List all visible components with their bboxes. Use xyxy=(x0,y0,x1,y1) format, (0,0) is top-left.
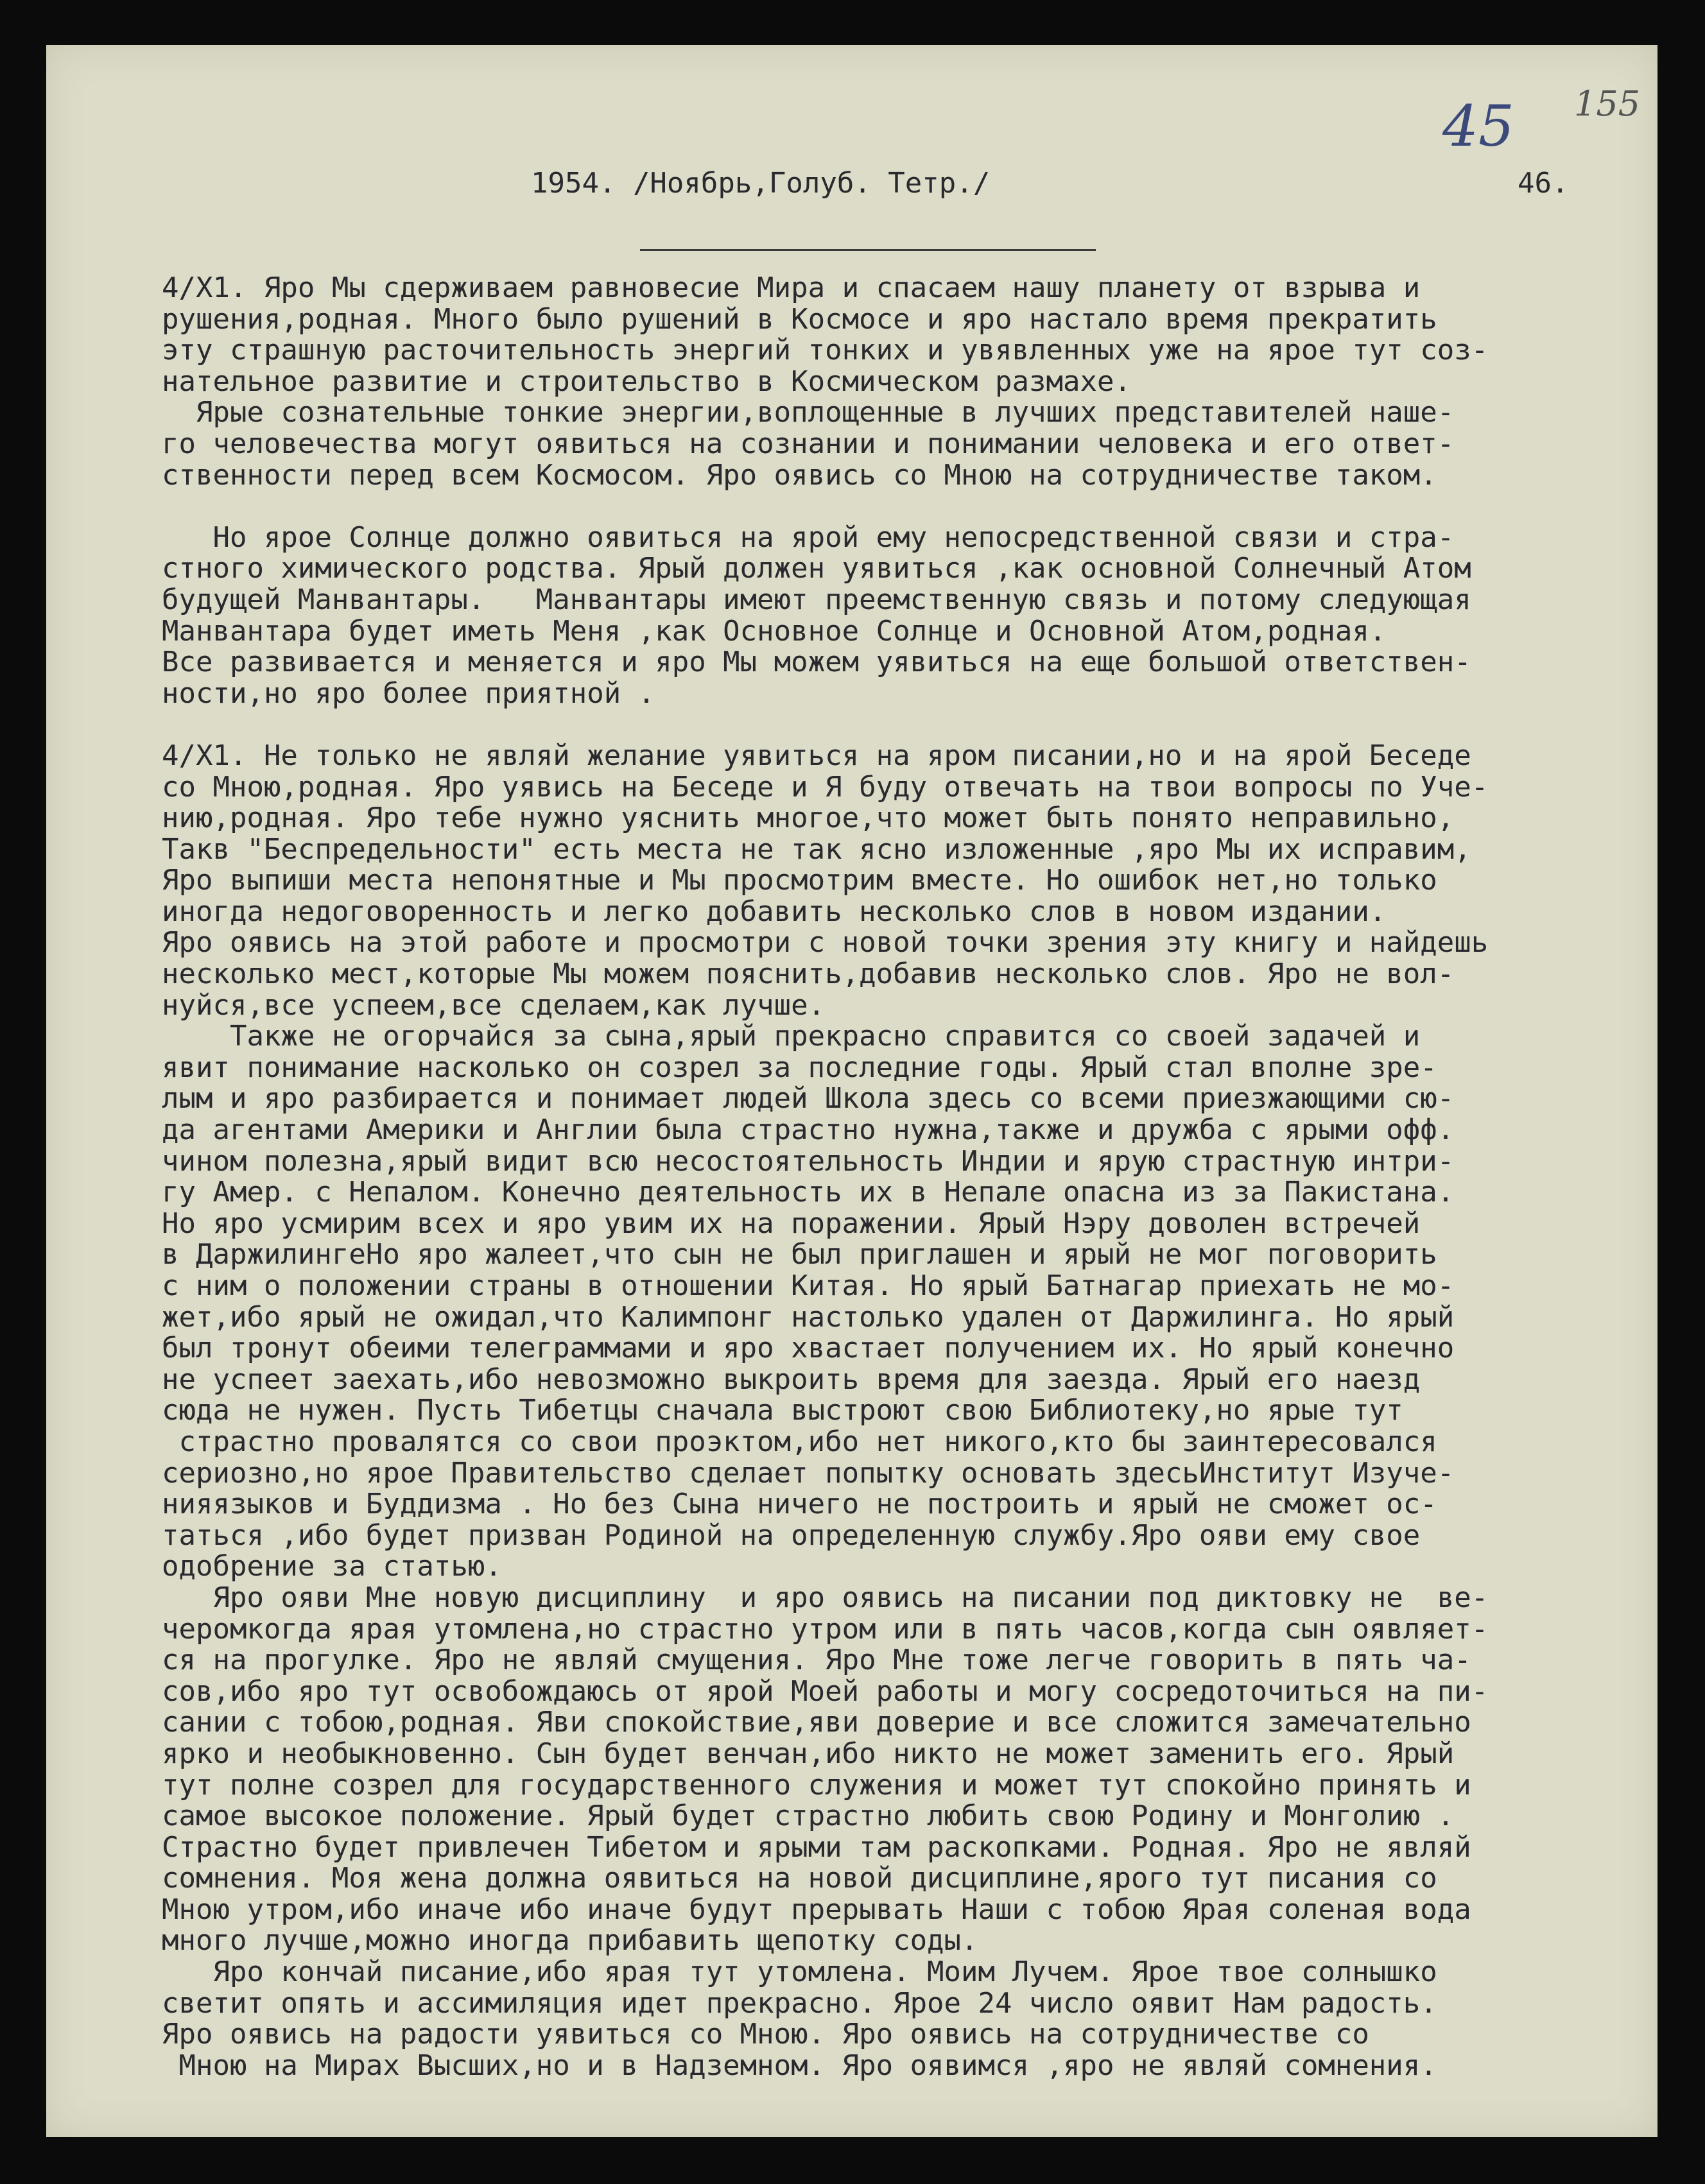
text-line: сомнения. Моя жена должна оявиться на новой дисциплине,ярого тут писания со xyxy=(162,1862,1437,1895)
text-line: был тронут обеими телеграммами и яро хвастает получением их. Но ярый конечно xyxy=(162,1332,1455,1365)
text-line: нию,родная. Яро тебе нужно уяснить многое,что может быть понято неправильно, xyxy=(162,802,1455,835)
text-line: нуйся,все успеем,все сделаем,как лучше. xyxy=(162,988,826,1022)
text-line: Манвантара будет иметь Меня ,как Основное Солнце и Основной Атом,родная. xyxy=(162,614,1387,648)
text-line: Такв "Беспредельности" есть места не так ясно изложенные ,яро Мы их исправим, xyxy=(162,832,1471,866)
text-line: не успеет заехать,ибо невозможно выкроить время для заезда. Ярый его наезд xyxy=(162,1363,1421,1396)
header-title: 1954. /Ноябрь,Голуб. Тетр./ xyxy=(531,167,991,200)
text-line: 4/X1. Яро Мы сдерживаем равновесие Мира и спасаем нашу планету от взрыва и xyxy=(162,271,1421,304)
body-text xyxy=(162,273,1488,2081)
text-line: одобрение за статью. xyxy=(162,1550,502,1583)
text-line: эту страшную расточительность энергий тонких и увявленных уже на ярое тут соз- xyxy=(162,334,1489,367)
text-line: светит опять и ассимиляция идет прекрасно. Ярое 24 число оявит Нам радость. xyxy=(162,1986,1437,2020)
text-line: стного химического родства. Ярый должен уявиться ,как основной Солнечный Атом xyxy=(162,552,1471,585)
text-line: сов,ибо яро тут освобождаюсь от ярой Моей работы и могу сосредоточиться на пи- xyxy=(162,1674,1489,1708)
handwritten-folio-number: 45 xyxy=(1442,93,1514,159)
text-line: со Мною,родная. Яро уявись на Беседе и Я буду отвечать на твои вопросы по Уче- xyxy=(162,770,1489,804)
text-line: сериозно,но ярое Правительство сделает попытку основать здесьИнститут Изуче- xyxy=(162,1456,1455,1490)
text-line: явит понимание насколько он созрел за последние годы. Ярый стал вполне зре- xyxy=(162,1051,1437,1084)
text-line: Но яро усмирим всех и яро увим их на поражении. Ярый Нэру доволен встречей xyxy=(162,1207,1421,1240)
text-line: Также не огорчайся за сына,ярый прекрасно справится со своей задачей и xyxy=(162,1020,1421,1053)
document-page xyxy=(46,45,1657,2137)
text-line: гу Амер. с Непалом. Конечно деятельность их в Непале опасна из за Пакистана. xyxy=(162,1176,1455,1209)
text-line: ярко и необыкновенно. Сын будет венчан,ибо никто не может заменить его. Ярый xyxy=(162,1737,1455,1770)
text-line: Мною утром,ибо иначе ибо иначе будут прерывать Наши с тобою Ярая соленая вода xyxy=(162,1893,1471,1926)
text-line: черомкогда ярая утомлена,но страстно утром или в пять часов,когда сын оявляет- xyxy=(162,1612,1489,1646)
text-line: страстно провалятся со свои проэктом,ибо нет никого,кто бы заинтересовался xyxy=(162,1425,1437,1458)
text-line: ственности перед всем Космосом. Яро оявись со Мною на сотрудничестве таком. xyxy=(162,458,1437,492)
text-line: самое высокое положение. Ярый будет страстно любить свою Родину и Монголию . xyxy=(162,1800,1455,1833)
text-line: рушения,родная. Много было рушений в Космосе и яро настало время прекратить xyxy=(162,302,1437,336)
text-line: тут полне созрел для государственного служения и может тут спокойно принять и xyxy=(162,1768,1471,1801)
text-line: 4/X1. Не только не являй желание уявиться на яром писании,но и на ярой Беседе xyxy=(162,739,1471,772)
text-line: много лучше,можно иногда прибавить щепотку соды. xyxy=(162,1924,978,1957)
text-line: жет,ибо ярый не ожидал,что Калимпонг настолько удален от Даржилинга. Но ярый xyxy=(162,1300,1455,1334)
text-line: ности,но яро более приятной . xyxy=(162,676,655,710)
text-line: сюда не нужен. Пусть Тибетцы сначала выстроют свою Библиотеку,но ярые тут xyxy=(162,1394,1403,1427)
text-line: Яро выпиши места непонятные и Мы просмотрим вместе. Но ошибок нет,но только xyxy=(162,864,1437,897)
text-line: Яро ояви Мне новую дисциплину и яро оявись на писании под диктовку не ве- xyxy=(162,1581,1489,1614)
text-line: Яро кончай писание,ибо ярая тут утомлена. Моим Лучем. Ярое твое солнышко xyxy=(162,1956,1437,1989)
text-line: с ним о положении страны в отношении Китая. Но ярый Батнагар приехать не мо- xyxy=(162,1269,1455,1302)
page-number: 46. xyxy=(1518,167,1569,200)
text-line: иногда недоговоренность и легко добавить несколько слов в новом издании. xyxy=(162,895,1387,928)
text-line: Но ярое Солнце должно оявиться на ярой ему непосредственной связи и стра- xyxy=(162,520,1455,554)
text-line: сании с тобою,родная. Яви спокойствие,яви доверие и все сложится замечательно xyxy=(162,1706,1471,1739)
text-line: Яро оявись на этой работе и просмотри с новой точки зрения эту книгу и найдешь xyxy=(162,926,1489,959)
paragraph-gap xyxy=(162,491,1488,522)
text-line: Яро оявись на радости уявиться со Мною. Яро оявись на сотрудничестве со xyxy=(162,2018,1369,2051)
text-line: ся на прогулке. Яро не являй смущения. Яро Мне тоже легче говорить в пять ча- xyxy=(162,1644,1471,1677)
text-line: Мною на Мирах Высших,но и в Надземном. Яро оявимся ,яро не являй сомнения. xyxy=(162,2049,1437,2082)
text-line: да агентами Америки и Англии была страстно нужна,также и дружба с ярыми офф. xyxy=(162,1113,1455,1147)
text-line: будущей Манвантары. Манвантары имеют преемственную связь и потому следующая xyxy=(162,583,1471,616)
handwritten-archive-number: 155 xyxy=(1574,83,1641,124)
text-line: чином полезна,ярый видит всю несостоятельность Индии и ярую страстную интри- xyxy=(162,1144,1455,1178)
text-line: нияязыков и Буддизма . Но без Сына ничего не построить и ярый не сможет ос- xyxy=(162,1488,1437,1521)
text-line: лым и яро разбирается и понимает людей Школа здесь со всеми приезжающими сю- xyxy=(162,1082,1455,1115)
text-line: Страстно будет привлечен Тибетом и ярыми там раскопками. Родная. Яро не являй xyxy=(162,1830,1471,1864)
text-line: таться ,ибо будет призван Родиной на определенную службу.Яро ояви ему свое xyxy=(162,1518,1421,1552)
text-line: Все развивается и меняется и яро Мы можем уявиться на еще большой ответствен- xyxy=(162,646,1471,679)
text-line: несколько мест,которые Мы можем пояснить,добавив несколько слов. Яро не вол- xyxy=(162,958,1455,991)
text-line: го человечества могут оявиться на сознании и понимании человека и его ответ- xyxy=(162,427,1455,460)
text-line: нательное развитие и строительство в Космическом размахе. xyxy=(162,365,1131,398)
header-rule xyxy=(640,249,1096,251)
text-line: Ярые сознательные тонкие энергии,воплощенные в лучших представителей наше- xyxy=(162,396,1455,429)
paragraph-gap xyxy=(162,709,1488,741)
text-line: в ДаржилингеНо яро жалеет,что сын не был приглашен и ярый не мог поговорить xyxy=(162,1238,1437,1271)
